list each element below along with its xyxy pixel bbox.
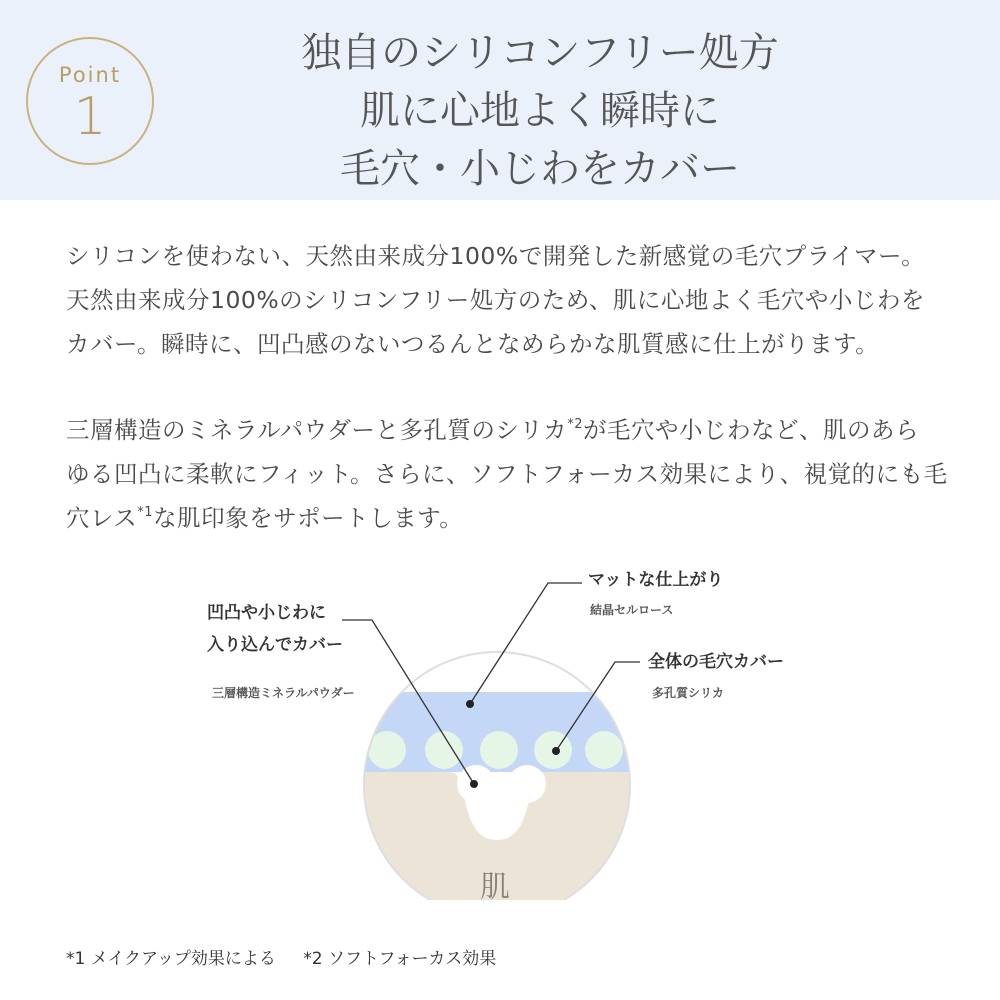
point-badge xyxy=(26,37,154,165)
leader-dot xyxy=(552,747,560,755)
paragraph-line: カバー。瞬時に、凹凸感のないつるんとなめらかな肌質感に仕上がります。 xyxy=(66,330,880,358)
headline-line-2: 肌に心地よく瞬時に xyxy=(360,88,720,134)
label-fits-unevenness: 凹凸や小じわに xyxy=(207,603,326,623)
text-span: 穴レス xyxy=(66,504,138,532)
headline xyxy=(210,24,870,198)
header-banner xyxy=(0,0,1000,200)
paragraph-structure xyxy=(66,408,948,540)
label-porous-silica: 多孔質シリカ xyxy=(652,686,724,700)
label-matte-finish: マットな仕上がり xyxy=(588,570,724,590)
white-particle xyxy=(508,765,546,803)
badge-label: Point xyxy=(58,63,122,87)
diagram-graphic xyxy=(0,540,1000,900)
green-particle xyxy=(480,731,518,769)
paragraph-line xyxy=(66,408,936,452)
label-mineral-powder: 三層構造ミネラルパウダー xyxy=(212,686,355,700)
badge-number: 1 xyxy=(73,87,107,147)
leader-dot xyxy=(470,780,478,788)
footnote-ref: *1 xyxy=(137,505,154,520)
label-enters-and-covers: 入り込んでカバー xyxy=(207,635,343,655)
text-span: な肌印象をサポートします。 xyxy=(153,504,464,532)
paragraph-line: シリコンを使わない、天然由来成分100%で開発した新感覚の毛穴プライマー。 xyxy=(66,242,926,270)
footnote-ref: *2 xyxy=(567,417,583,432)
text-span: 三層構造のミネラルパウダーと多孔質のシリカ xyxy=(66,416,568,444)
label-skin: 肌 xyxy=(480,870,510,905)
label-crystalline-cellulose: 結晶セルロース xyxy=(590,603,674,617)
paragraph-intro xyxy=(66,234,936,366)
headline-line-1: 独自のシリコンフリー処方 xyxy=(301,30,779,76)
footnotes xyxy=(66,944,496,969)
paragraph-line: 天然由来成分100%のシリコンフリー処方のため、肌に心地よく毛穴や小じわを xyxy=(66,286,925,314)
text-span: が毛穴や小じわなど、肌のあら xyxy=(582,416,919,444)
footnote-2: *2 ソフトフォーカス効果 xyxy=(303,949,497,969)
white-particle xyxy=(480,801,518,839)
footnote-1: *1 メイクアップ効果による xyxy=(66,949,276,969)
paragraph-line: ゆる凹凸に柔軟にフィット。さらに、ソフトフォーカス効果により、視覚的にも毛 xyxy=(66,460,948,488)
label-overall-pore-cover: 全体の毛穴カバー xyxy=(648,652,784,672)
paragraph-line xyxy=(66,496,936,540)
leader-dot xyxy=(466,700,474,708)
headline-line-3: 毛穴・小じわをカバー xyxy=(340,146,740,192)
pore-cover-diagram xyxy=(0,540,1000,905)
green-particle xyxy=(585,731,623,769)
